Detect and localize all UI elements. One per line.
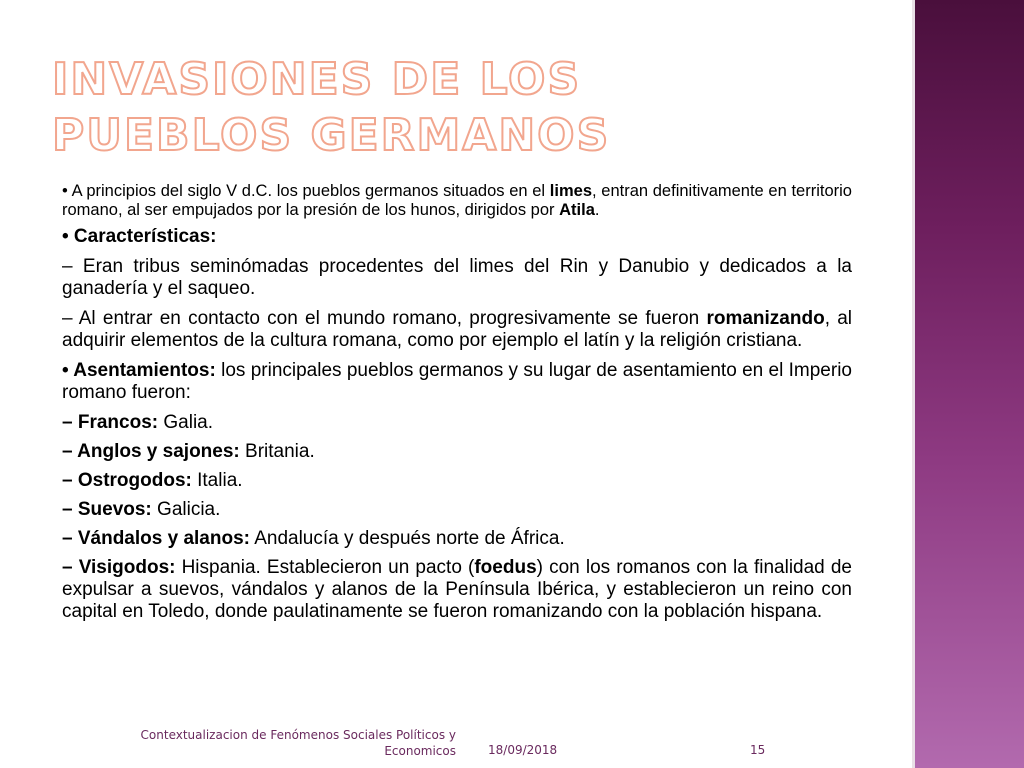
slide-body xyxy=(62,182,852,631)
caracteristica-2: – Al entrar en contacto con el mundo romano, progresivamente se fueron romanizando, al adquirir elementos de la cultura romana, como por ejemplo el latín y la religión cristiana. xyxy=(62,308,852,351)
asentamientos-paragraph: • Asentamientos: los principales pueblos germanos y su lugar de asentamiento en el Imperio romano fueron: xyxy=(62,360,852,403)
term-foedus: foedus xyxy=(474,557,537,578)
term-atila: Atila xyxy=(559,201,595,219)
footer-date: 18/09/2018 xyxy=(488,743,558,757)
list-item: – Ostrogodos: Italia. xyxy=(62,470,243,491)
term-limes: limes xyxy=(549,182,592,200)
caracteristicas-heading: • Características: xyxy=(62,226,217,247)
list-item: – Francos: Galia. xyxy=(62,412,214,433)
list-item: – Anglos y sajones: Britania. xyxy=(62,441,315,462)
sidebar-edge xyxy=(912,0,915,768)
list-item: – Vándalos y alanos: Andalucía y después norte de África. xyxy=(62,528,565,549)
bullet: • xyxy=(62,182,68,200)
term-romanizando: romanizando xyxy=(706,308,825,329)
visigodos-paragraph: – Visigodos: Hispania. Establecieron un pacto (foedus) con los romanos con la finalidad de expulsar a suevos, vándalos y alanos de la Península Ibérica, y establecieron un reino con capital en Toledo, donde paulatinamente se fueron romanizando con la población hispana. xyxy=(62,557,852,622)
list-item: – Suevos: Galicia. xyxy=(62,499,221,520)
decorative-sidebar xyxy=(912,0,1024,768)
slide-title: INVASIONES DE LOS PUEBLOS GERMANOS xyxy=(52,54,611,161)
caracteristica-1: – Eran tribus seminómadas procedentes del limes del Rin y Danubio y dedicados a la ganadería y el saqueo. xyxy=(62,256,852,299)
footer-page-number: 15 xyxy=(750,743,766,757)
intro-paragraph: • A principios del siglo V d.C. los pueblos germanos situados en el limes, entran definitivamente en territorio romano, al ser empujados por la presión de los hunos, dirigidos por Atila. xyxy=(62,182,852,219)
footer-course: Contextualizacion de Fenómenos Sociales Políticos y Economicos xyxy=(140,728,456,758)
